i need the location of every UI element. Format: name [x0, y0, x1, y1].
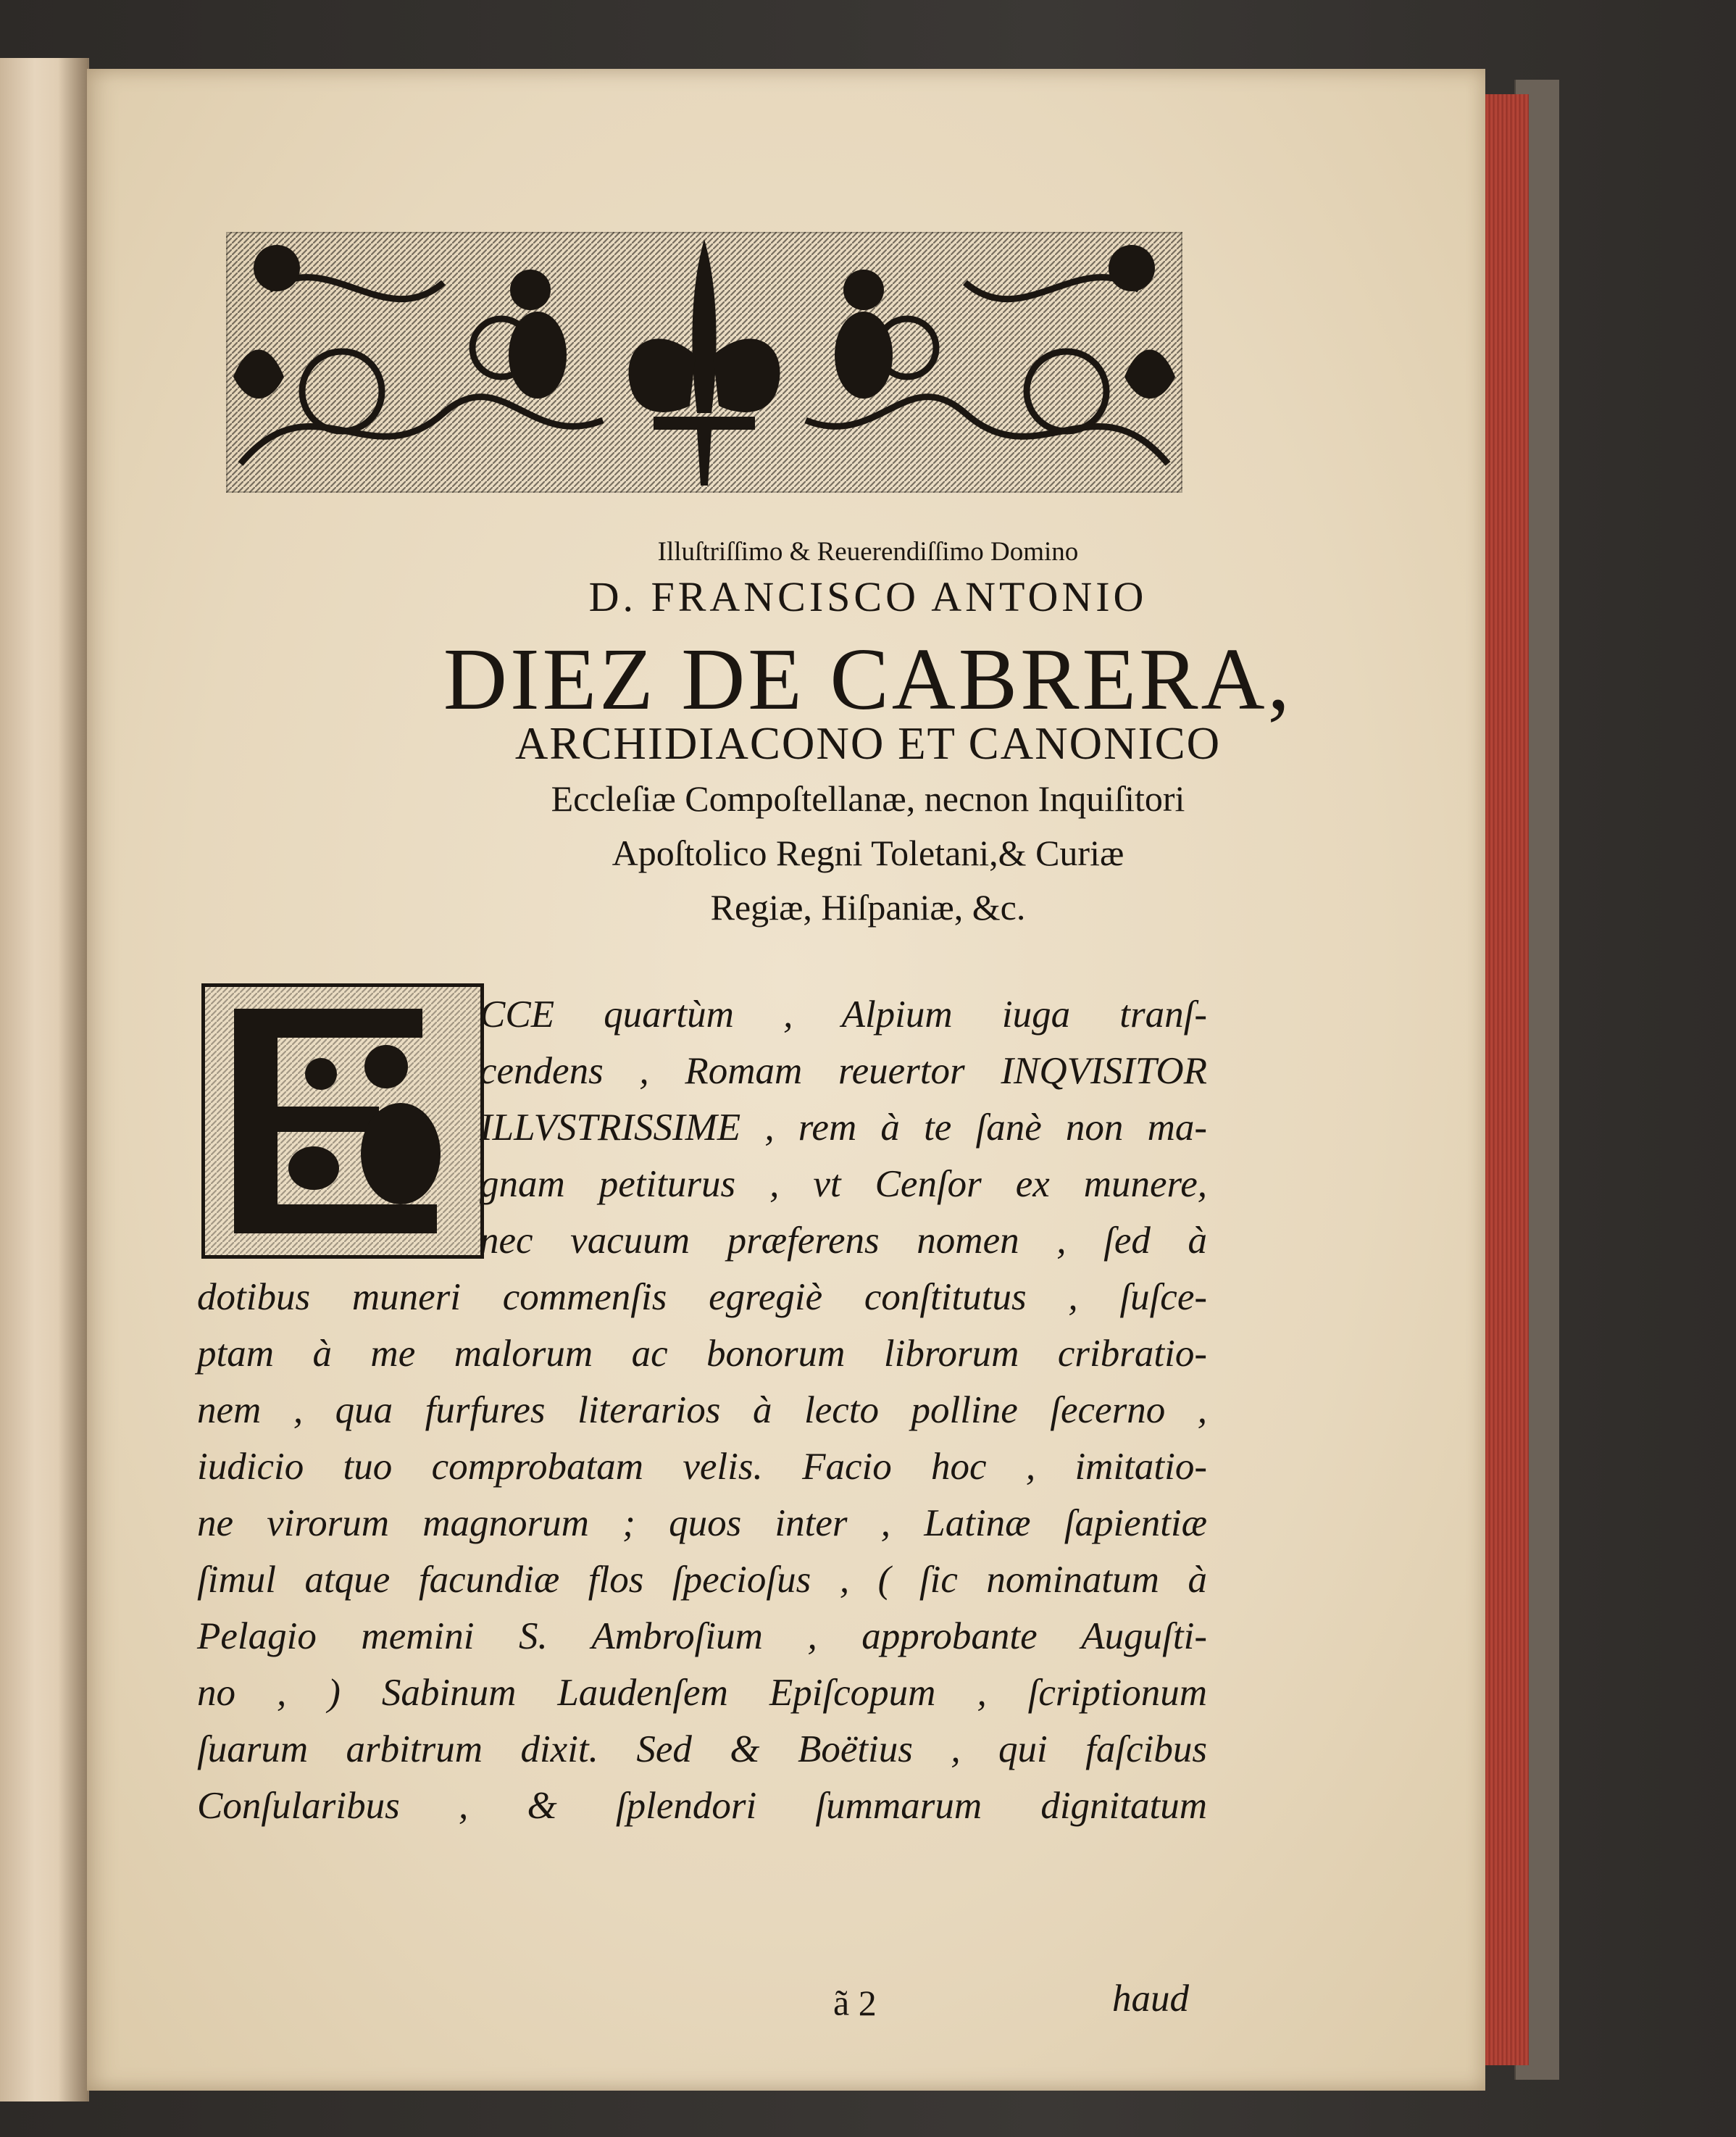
body-line: ptam à me malorum ac bonorum librorum cribratio-	[197, 1333, 1207, 1375]
body-line: Pelagio memini S. Ambroſium , approbante Auguſti-	[197, 1615, 1207, 1657]
body-line: iudicio tuo comprobatam velis. Facio hoc , imitatio-	[197, 1446, 1207, 1488]
woodcut-headpiece-ornament	[226, 232, 1182, 493]
facing-page-edge	[0, 58, 89, 2101]
signature-mark: ã 2	[833, 1983, 877, 2023]
dedicatee-name-line-2: DIEZ DE CABRERA,	[443, 630, 1293, 728]
body-line: ſimul atque facundiæ flos ſpecioſus , ( ſic nominatum à	[197, 1559, 1207, 1601]
subtitle-line-1: Eccleſiæ Compoſtellanæ, necnon Inquiſitori	[551, 778, 1185, 819]
red-page-edges	[1485, 94, 1529, 2065]
spine-shadow	[58, 58, 87, 2101]
catchword: haud	[1112, 1978, 1189, 2020]
body-line: ILLVSTRISSIME , rem à te ſanè non ma-	[480, 1107, 1207, 1149]
dedicatee-name-line-1: D. FRANCISCO ANTONIO	[588, 573, 1148, 620]
dedication-line: Illuſtriſſimo & Reuerendiſſimo Domino	[657, 537, 1079, 567]
body-line: Conſularibus , & ſplendori ſummarum dignitatum	[197, 1785, 1207, 1827]
dedicatee-title: ARCHIDIACONO ET CANONICO	[514, 718, 1222, 769]
body-line: no , ) Sabinum Laudenſem Epiſcopum , ſcriptionum	[197, 1672, 1207, 1714]
body-line: gnam petiturus , vt Cenſor ex munere,	[480, 1163, 1207, 1205]
body-line: ſuarum arbitrum dixit. Sed & Boëtius , qui faſcibus	[197, 1728, 1207, 1770]
body-line: CCE quartùm , Alpium iuga tranſ-	[480, 993, 1207, 1036]
body-line: dotibus muneri commenſis egregiè conſtitutus , ſuſce-	[197, 1276, 1207, 1318]
body-line: nem , qua furfures literarios à lecto polline ſecerno ,	[197, 1389, 1207, 1431]
initial-woodcut-illustration	[205, 987, 480, 1255]
body-line: ne virorum magnorum ; quos inter , Latinæ ſapientiæ	[197, 1502, 1207, 1544]
body-line: nec vacuum præferens nomen , ſed à	[480, 1220, 1207, 1262]
subtitle-line-3: Regiæ, Hiſpaniæ, &c.	[710, 887, 1026, 928]
decorated-initial	[201, 983, 484, 1259]
body-line: cendens , Romam reuertor INQVISITOR	[480, 1050, 1207, 1092]
subtitle-line-2: Apoſtolico Regni Toletani,& Curiæ	[612, 833, 1124, 873]
